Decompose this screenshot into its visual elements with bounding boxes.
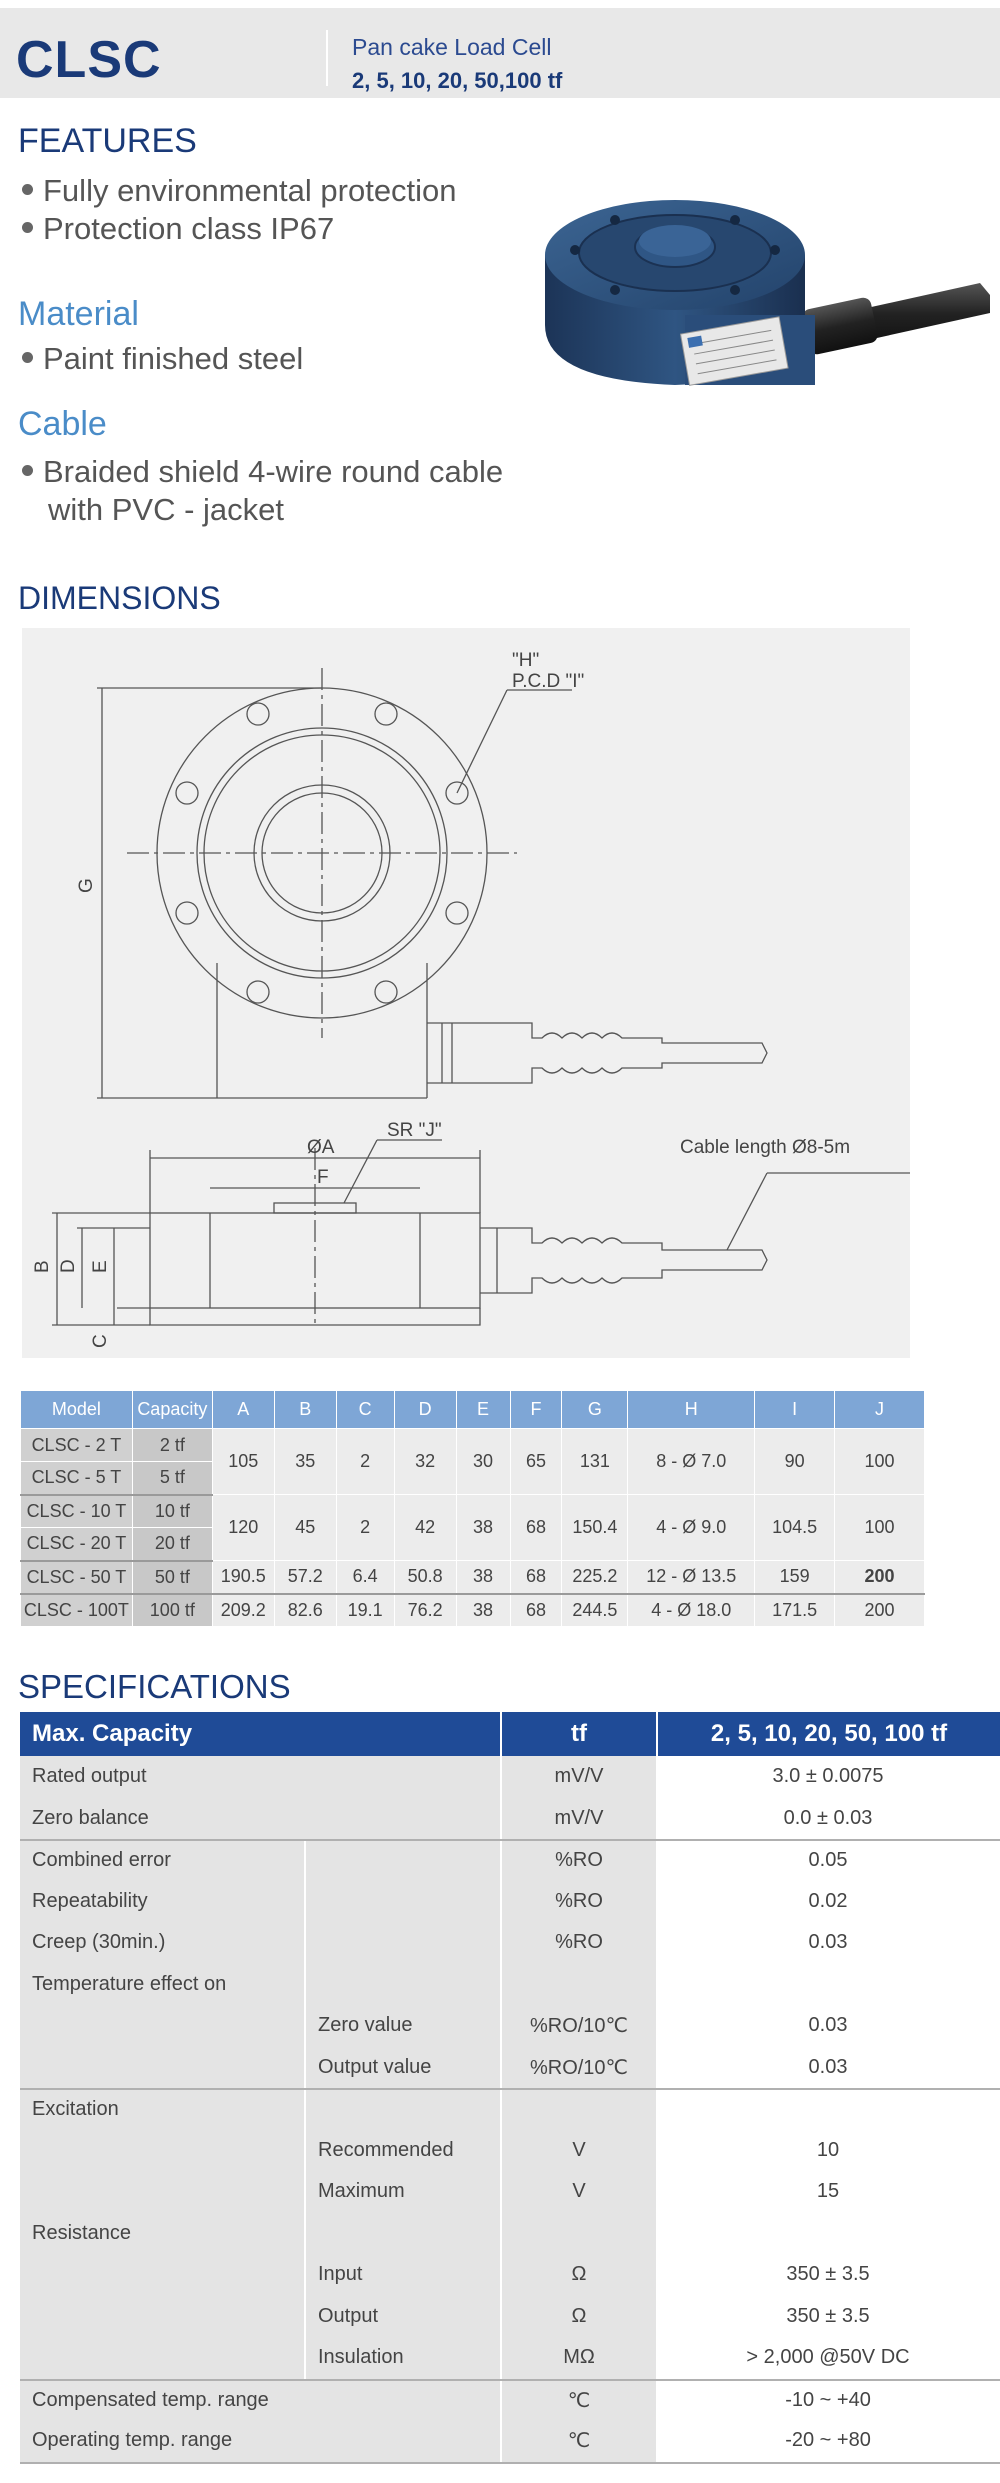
spec-value: 350 ± 3.5 [656, 2254, 1000, 2296]
label-d: D [58, 1259, 79, 1273]
spec-unit [500, 2213, 656, 2255]
spec-unit [500, 2090, 656, 2130]
spec-row [20, 1922, 1000, 1964]
spec-value: 0.03 [656, 2005, 1000, 2047]
col-header: J [835, 1391, 925, 1429]
spec-sublabel [304, 1881, 500, 1923]
spec-value: 0.03 [656, 2047, 1000, 2089]
col-header: E [456, 1391, 510, 1429]
spec-row [20, 1881, 1000, 1923]
col-header: C [336, 1391, 394, 1429]
value-cell: 105 [212, 1429, 274, 1495]
value-cell: 38 [456, 1495, 510, 1561]
spec-row [20, 1798, 1000, 1840]
value-cell: 200 [835, 1594, 925, 1627]
spec-row [20, 2296, 1000, 2338]
spec-head-unit: tf [500, 1712, 656, 1756]
spec-unit: MΩ [500, 2337, 656, 2379]
value-cell: 2 [336, 1429, 394, 1495]
dimension-drawing [22, 628, 910, 1358]
spec-header-row [20, 1712, 1000, 1756]
feature-item [22, 172, 457, 210]
cable-heading: Cable [18, 405, 107, 443]
value-cell: 209.2 [212, 1594, 274, 1627]
spec-label: Combined error [20, 1841, 304, 1881]
label-a: ØA [307, 1137, 335, 1158]
specifications-heading: SPECIFICATIONS [18, 1668, 291, 1705]
feature-text: Protection class IP67 [43, 211, 335, 246]
spec-unit: %RO/10℃ [500, 2005, 656, 2047]
spec-sublabel: Input [304, 2254, 500, 2296]
spec-label [20, 2296, 304, 2338]
value-cell: 30 [456, 1429, 510, 1495]
spec-value: > 2,000 @50V DC [656, 2337, 1000, 2379]
value-cell: 200 [835, 1561, 925, 1594]
spec-unit: ℃ [500, 2420, 656, 2462]
product-subtitle: Pan cake Load Cell [352, 34, 552, 60]
spec-value: 0.02 [656, 1881, 1000, 1923]
spec-bottom-rule [20, 2462, 1000, 2464]
dimensions-table [20, 1390, 925, 1627]
spec-sublabel [304, 1964, 500, 2006]
spec-value: 0.03 [656, 1922, 1000, 1964]
spec-value: 15 [656, 2171, 1000, 2213]
bullet-dot [22, 184, 33, 195]
spec-value: 350 ± 3.5 [656, 2296, 1000, 2338]
spec-value [656, 2213, 1000, 2255]
bullet-dot [22, 352, 33, 363]
spec-label: Creep (30min.) [20, 1922, 304, 1964]
spec-sublabel [304, 2090, 500, 2130]
material-text: Paint finished steel [43, 341, 304, 376]
spec-row [20, 2254, 1000, 2296]
load-cell-photo [535, 195, 990, 435]
spec-value: -20 ~ +80 [656, 2420, 1000, 2462]
value-cell: 19.1 [336, 1594, 394, 1627]
spec-sublabel [304, 1841, 500, 1881]
value-cell: 68 [510, 1495, 562, 1561]
spec-value: 3.0 ± 0.0075 [656, 1756, 1000, 1798]
spec-unit: %RO [500, 1841, 656, 1881]
value-cell: 12 - Ø 13.5 [628, 1561, 755, 1594]
spec-sublabel: Output value [304, 2047, 500, 2089]
value-cell: 45 [274, 1495, 336, 1561]
value-cell: 65 [510, 1429, 562, 1495]
cable-text: Braided shield 4-wire round cable [43, 454, 504, 489]
col-header: B [274, 1391, 336, 1429]
spec-unit: %RO/10℃ [500, 2047, 656, 2089]
value-cell: 38 [456, 1561, 510, 1594]
value-cell: 8 - Ø 7.0 [628, 1429, 755, 1495]
spec-sublabel: Recommended [304, 2130, 500, 2172]
col-header: H [628, 1391, 755, 1429]
model-cell: CLSC - 2 T [21, 1429, 133, 1462]
cable-text-line2: with PVC - jacket [48, 492, 285, 527]
spec-row [20, 1839, 1000, 1881]
spec-unit: V [500, 2130, 656, 2172]
spec-unit [500, 1964, 656, 2006]
col-header: D [394, 1391, 456, 1429]
model-cell: CLSC - 5 T [21, 1462, 133, 1495]
value-cell: 68 [510, 1561, 562, 1594]
spec-head-value: 2, 5, 10, 20, 50, 100 tf [656, 1712, 1000, 1756]
spec-label: Temperature effect on [20, 1964, 304, 2006]
value-cell: 4 - Ø 9.0 [628, 1495, 755, 1561]
capacity-cell: 2 tf [132, 1429, 212, 1462]
dimensions-heading: DIMENSIONS [18, 580, 221, 616]
model-cell: CLSC - 20 T [21, 1528, 133, 1561]
spec-label: Repeatability [20, 1881, 304, 1923]
table-header-row [21, 1391, 925, 1429]
value-cell: 42 [394, 1495, 456, 1561]
spec-label: Rated output [20, 1756, 500, 1798]
model-cell: CLSC - 100T [21, 1594, 133, 1627]
feature-text: Fully environmental protection [43, 173, 457, 208]
label-c: C [90, 1334, 111, 1348]
spec-row [20, 2420, 1000, 2462]
value-cell: 171.5 [755, 1594, 835, 1627]
header-divider [326, 30, 328, 86]
spec-label: Zero balance [20, 1798, 500, 1840]
label-b: B [32, 1260, 53, 1273]
label-f: F [317, 1167, 329, 1188]
capacity-cell: 5 tf [132, 1462, 212, 1495]
page-header [0, 8, 1000, 98]
capacity-cell: 50 tf [132, 1561, 212, 1594]
material-heading: Material [18, 295, 139, 333]
table-row [21, 1561, 925, 1594]
col-header: A [212, 1391, 274, 1429]
capacity-list: 2, 5, 10, 20, 50,100 tf [352, 68, 563, 93]
spec-row [20, 2213, 1000, 2255]
spec-label [20, 2337, 304, 2379]
col-header: I [755, 1391, 835, 1429]
value-cell: 32 [394, 1429, 456, 1495]
value-cell: 4 - Ø 18.0 [628, 1594, 755, 1627]
value-cell: 82.6 [274, 1594, 336, 1627]
label-pcd: P.C.D "I" [512, 671, 585, 692]
model-cell: CLSC - 10 T [21, 1495, 133, 1528]
spec-sublabel: Insulation [304, 2337, 500, 2379]
spec-value: 10 [656, 2130, 1000, 2172]
value-cell: 6.4 [336, 1561, 394, 1594]
value-cell: 38 [456, 1594, 510, 1627]
value-cell: 120 [212, 1495, 274, 1561]
value-cell: 68 [510, 1594, 562, 1627]
spec-row [20, 2379, 1000, 2421]
spec-sublabel [304, 2213, 500, 2255]
spec-value: 0.05 [656, 1841, 1000, 1881]
spec-label: Operating temp. range [20, 2420, 500, 2462]
spec-label: Resistance [20, 2213, 304, 2255]
spec-unit: Ω [500, 2254, 656, 2296]
spec-value [656, 2090, 1000, 2130]
bullet-dot [22, 222, 33, 233]
spec-sublabel [304, 1922, 500, 1964]
model-title: CLSC [16, 31, 162, 89]
col-header: F [510, 1391, 562, 1429]
spec-label [20, 2254, 304, 2296]
value-cell: 2 [336, 1495, 394, 1561]
bullet-dot [22, 465, 33, 476]
spec-sublabel: Output [304, 2296, 500, 2338]
col-header: G [562, 1391, 628, 1429]
col-header: Capacity [132, 1391, 212, 1429]
spec-row [20, 2171, 1000, 2213]
label-cable-length: Cable length Ø8-5m [680, 1137, 851, 1158]
capacity-cell: 10 tf [132, 1495, 212, 1528]
spec-value [656, 1964, 1000, 2006]
value-cell: 90 [755, 1429, 835, 1495]
spec-label: Compensated temp. range [20, 2381, 500, 2421]
features-heading: FEATURES [18, 122, 197, 160]
table-row [21, 1594, 925, 1627]
value-cell: 225.2 [562, 1561, 628, 1594]
col-header: Model [21, 1391, 133, 1429]
spec-row [20, 1756, 1000, 1798]
material-item [22, 340, 303, 378]
value-cell: 104.5 [755, 1495, 835, 1561]
capacity-cell: 100 tf [132, 1594, 212, 1627]
spec-unit: mV/V [500, 1756, 656, 1798]
spec-value: 0.0 ± 0.03 [656, 1798, 1000, 1840]
spec-row [20, 1964, 1000, 2006]
label-h: "H" [512, 650, 540, 671]
spec-unit: ℃ [500, 2381, 656, 2421]
spec-row [20, 2088, 1000, 2130]
spec-row [20, 2005, 1000, 2047]
spec-unit: %RO [500, 1922, 656, 1964]
spec-head-label: Max. Capacity [32, 1720, 193, 1747]
capacity-cell: 20 tf [132, 1528, 212, 1561]
spec-row [20, 2047, 1000, 2089]
label-e: E [90, 1260, 111, 1273]
spec-row [20, 2130, 1000, 2172]
label-g: G [76, 878, 97, 893]
model-cell: CLSC - 50 T [21, 1561, 133, 1594]
feature-item [22, 210, 334, 248]
table-row [21, 1495, 925, 1528]
value-cell: 76.2 [394, 1594, 456, 1627]
value-cell: 50.8 [394, 1561, 456, 1594]
value-cell: 100 [835, 1495, 925, 1561]
specifications-table [20, 1712, 1000, 2464]
value-cell: 131 [562, 1429, 628, 1495]
value-cell: 100 [835, 1429, 925, 1495]
value-cell: 57.2 [274, 1561, 336, 1594]
value-cell: 244.5 [562, 1594, 628, 1627]
spec-unit: V [500, 2171, 656, 2213]
spec-label [20, 2130, 304, 2172]
spec-unit: %RO [500, 1881, 656, 1923]
spec-unit: Ω [500, 2296, 656, 2338]
value-cell: 150.4 [562, 1495, 628, 1561]
value-cell: 159 [755, 1561, 835, 1594]
spec-label [20, 2005, 304, 2047]
spec-sublabel: Zero value [304, 2005, 500, 2047]
spec-label [20, 2047, 304, 2089]
spec-unit: mV/V [500, 1798, 656, 1840]
spec-label [20, 2171, 304, 2213]
value-cell: 190.5 [212, 1561, 274, 1594]
value-cell: 35 [274, 1429, 336, 1495]
table-row [21, 1429, 925, 1462]
spec-label: Excitation [20, 2090, 304, 2130]
spec-sublabel: Maximum [304, 2171, 500, 2213]
spec-value: -10 ~ +40 [656, 2381, 1000, 2421]
spec-rows [20, 1756, 1000, 2462]
cable-item [22, 453, 503, 491]
label-sr: SR "J" [387, 1120, 442, 1141]
spec-row [20, 2337, 1000, 2379]
